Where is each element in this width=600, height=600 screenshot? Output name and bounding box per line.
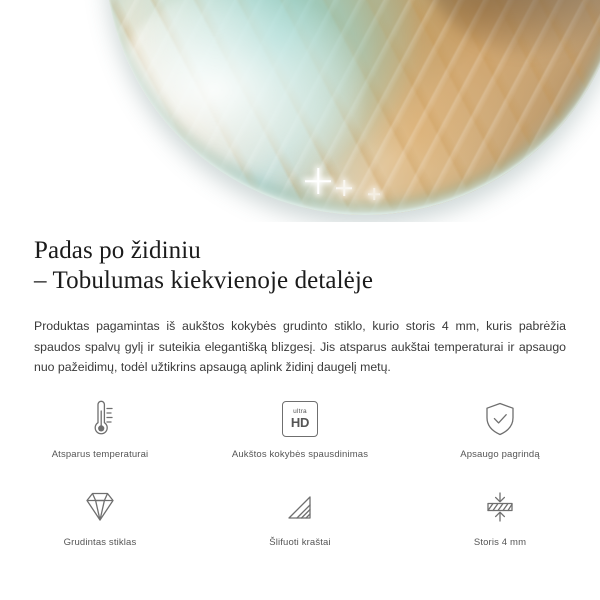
feature-label: Apsaugo pagrindą: [460, 449, 540, 460]
shield-check-icon: [480, 398, 520, 440]
feature-label: Storis 4 mm: [473, 537, 527, 548]
ultra-hd-badge-bottom: HD: [290, 415, 310, 431]
thickness-icon: [479, 486, 521, 528]
ultra-hd-badge-top: ultra: [293, 407, 307, 415]
hero-image: [0, 0, 600, 222]
feature-item-thickness: [400, 486, 600, 564]
feature-item-tempered-glass: [0, 486, 200, 564]
headline-line-1: Padas po židiniu: [34, 237, 201, 264]
polished-edges-icon: [279, 486, 321, 528]
ultra-hd-icon: [282, 398, 318, 440]
description-paragraph: Produktas pagamintas iš aukštos kokybės grudinto stiklo, kurio storis 4 mm, kuris pabrėžia spaudos spalvų gylį ir suteikia elegantišką blizgesį. Jis atsparus aukštai temperaturai ir apsaugo nuo pažeidimų, todėl užtikrins apsaugą aplink židinį daugelį metų.: [34, 319, 566, 374]
text-block: [0, 222, 600, 378]
feature-item-temperature: [0, 398, 200, 476]
page-title: [0, 222, 600, 296]
feature-item-print-quality: [200, 398, 400, 476]
thermometer-icon: [80, 398, 120, 440]
feature-label: Grudintas stiklas: [63, 537, 137, 548]
feature-label: Atsparus temperaturai: [51, 449, 149, 460]
diamond-icon: [79, 486, 121, 528]
hero-left-margin: [0, 0, 48, 222]
feature-item-surface-protection: [400, 398, 600, 476]
feature-label: Šlifuoti kraštai: [269, 537, 331, 548]
feature-item-polished-edges: [200, 486, 400, 564]
headline-line-2: – Tobulumas kiekvienoje detalėje: [34, 267, 374, 294]
marble-glass-disc: [105, 0, 600, 215]
feature-grid: [0, 398, 600, 564]
feature-label: Aukštos kokybės spausdinimas: [231, 449, 369, 460]
